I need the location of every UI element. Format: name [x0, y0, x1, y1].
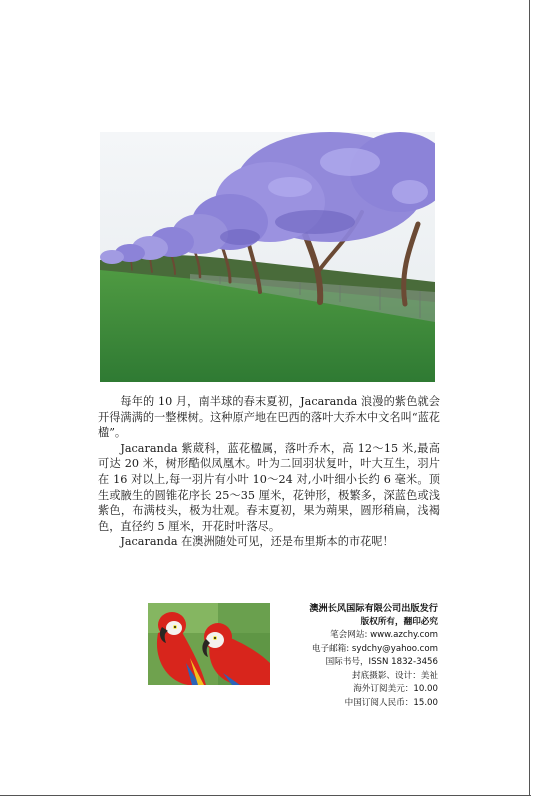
macaw-illustration [148, 603, 270, 685]
publisher-line: 澳洲长风国际有限公司出版发行 [309, 603, 438, 614]
macaw-photo [148, 603, 270, 685]
price-overseas-line: 海外订阅美元：10.00 [353, 684, 438, 694]
colophon [268, 602, 438, 710]
website-line: 笔会网站: www.azchy.com [330, 630, 438, 640]
issn-line: 国际书号，ISSN 1832-3456 [325, 657, 438, 667]
price-china-line: 中国订阅人民币：15.00 [344, 697, 438, 708]
article-text [98, 394, 440, 550]
article-paragraph-2: Jacaranda 紫葳科，蓝花楹属，落叶乔木，高 12～15 米,最高可达 20 米，树形酷似凤凰木。叶为二回羽状复叶，叶大互生，羽片在 16 对以上,每一羽片有小叶 10～24 对,小叶细小长约 6 毫米。顶生或腋生的圆锥花序长 25～35 厘米，花钟形，极繁多，深蓝色或浅紫色，布满枝头，极为壮观。春末夏初，果为蒴果，圆形稍扁，浅褐色，直径约 5 厘米，开花时叶落尽。 [98, 441, 440, 533]
article-paragraph-1: 每年的 10 月，南半球的春末夏初，Jacaranda 浪漫的紫色就会开得满满的一整棵树。这种原产地在巴西的落叶大乔木中文名叫“蓝花楹”。 [98, 395, 440, 440]
jacaranda-illustration [100, 132, 435, 382]
article-paragraph-3: Jacaranda 在澳洲随处可见，还是布里斯本的市花呢！ [120, 535, 394, 549]
jacaranda-photo [100, 132, 435, 382]
page-edge-right [529, 0, 530, 795]
page-edge-bottom [0, 795, 531, 796]
email-line: 电子邮箱: sydchy@yahoo.com [311, 643, 438, 654]
credits-line: 封底摄影、设计：美祉 [352, 670, 438, 681]
rights-line: 版权所有，翻印必究 [360, 616, 438, 627]
